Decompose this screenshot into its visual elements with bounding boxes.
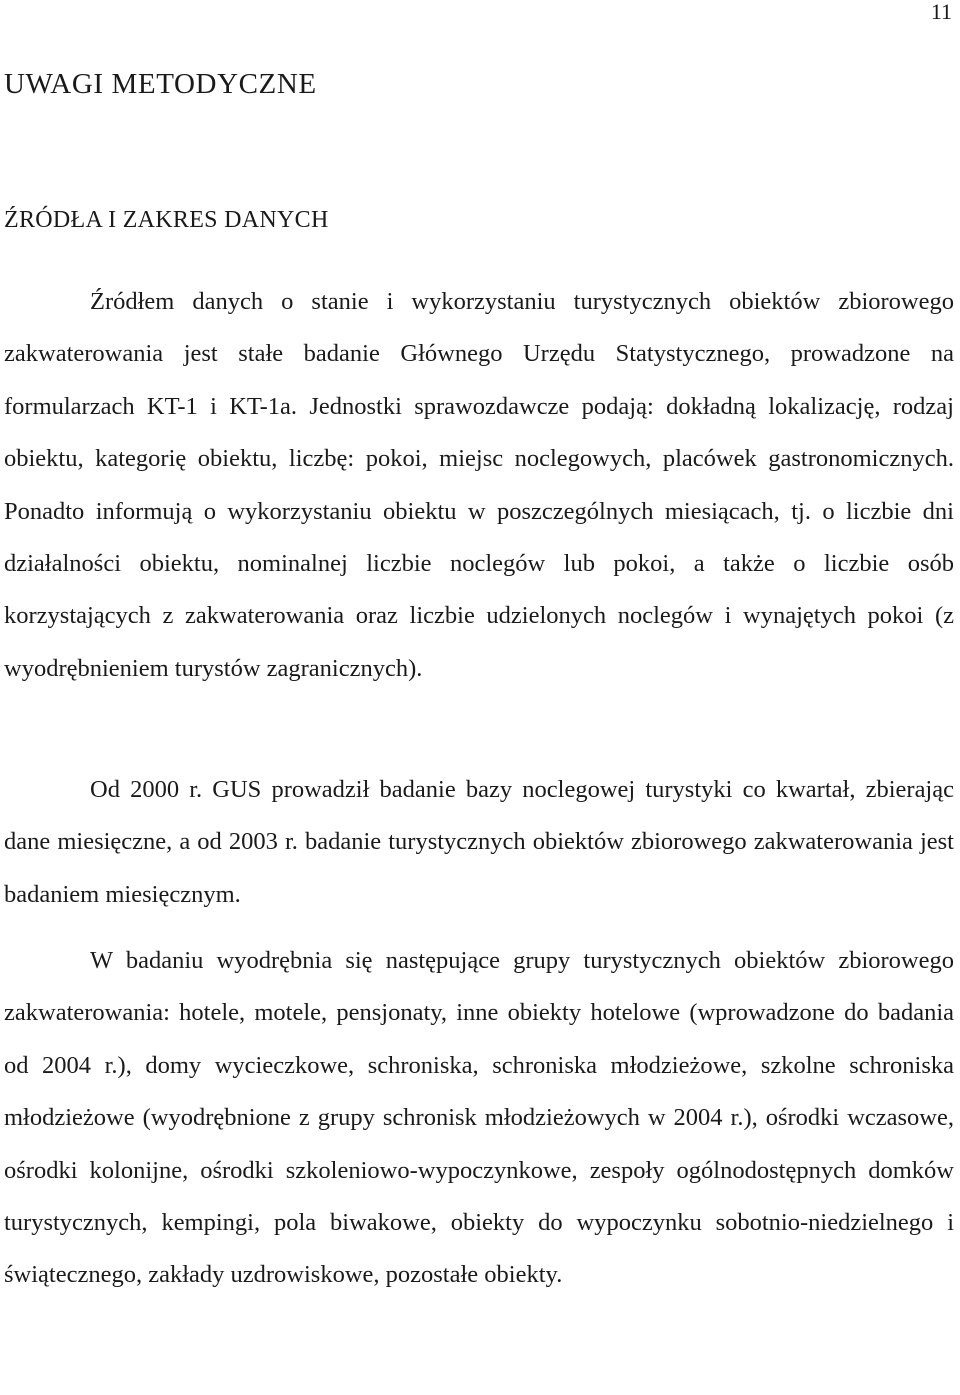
paragraph-survey-history: Od 2000 r. GUS prowadził badanie bazy noclegowej turystyki co kwartał, zbierając dane miesięczne, a od 2003 r. badanie turystycznych obiektów zbiorowego zakwaterowania jest badaniem miesięcznym.: [4, 776, 954, 908]
section-title: ŹRÓDŁA I ZAKRES DANYCH: [4, 207, 329, 233]
paragraph-data-sources: Źródłem danych o stanie i wykorzystaniu turystycznych obiektów zbiorowego zakwaterowania jest stałe badanie Głównego Urzędu Statystycznego, prowadzone na formularzach KT-1 i KT-1a. Jednostki sprawozdawcze podają: dokładną lokalizację, rodzaj obiektu, kategorię obiektu, liczbę: pokoi, miejsc noclegowych, placówek gastronomicznych. Ponadto informują o wykorzystaniu obiektu w poszczególnych miesiącach, tj. o liczbie dni działalności obiektu, nominalnej liczbie noclegów lub pokoi, a także o liczbie osób korzystających z zakwaterowania oraz liczbie udzielonych noclegów i wynajętych pokoi (z wyodrębnieniem turystów zagranicznych).: [4, 288, 954, 682]
page-number: 11: [930, 0, 952, 24]
document-title: UWAGI METODYCZNE: [4, 68, 317, 100]
paragraph-accommodation-groups: W badaniu wyodrębnia się następujące grupy turystycznych obiektów zbiorowego zakwaterowania: hotele, motele, pensjonaty, inne obiekty hotelowe (wprowadzone do badania od 2004 r.), domy wycieczkowe, schroniska, schroniska młodzieżowe, szkolne schroniska młodzieżowe (wyodrębnione z grupy schronisk młodzieżowych w 2004 r.), ośrodki wczasowe, ośrodki kolonijne, ośrodki szkoleniowo-wypoczynkowe, zespoły ogólnodostępnych domków turystycznych, kempingi, pola biwakowe, obiekty do wypoczynku sobotnio-niedzielnego i świątecznego, zakłady uzdrowiskowe, pozostałe obiekty.: [4, 947, 954, 1289]
